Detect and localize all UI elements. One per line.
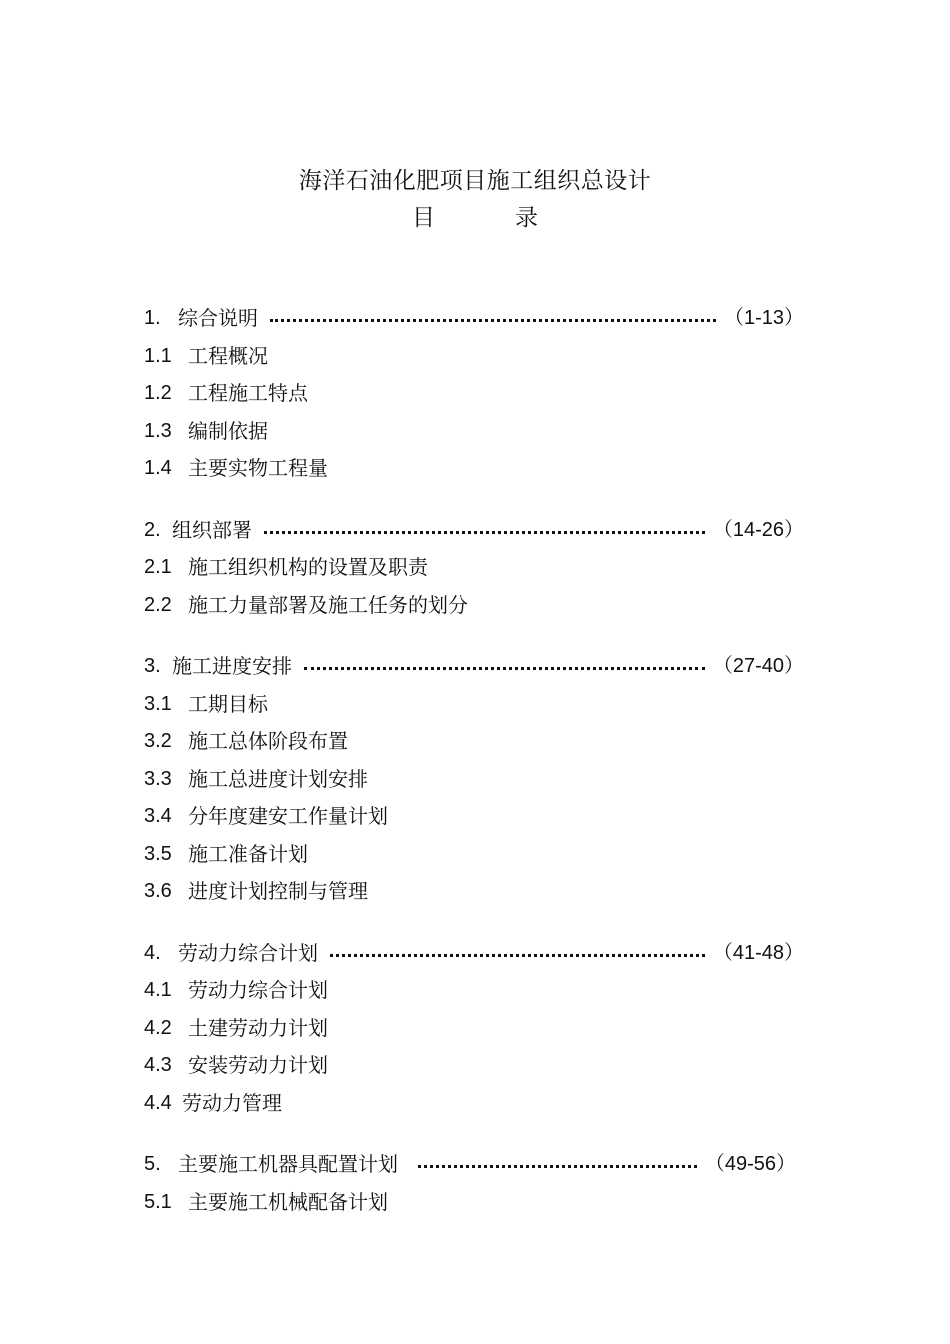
toc-item-number: 3.2 [144,730,172,752]
toc-item-number: 1.3 [144,419,172,442]
toc-item-title: 施工准备计划 [188,841,308,866]
toc-section-1 [144,300,804,488]
toc-item[interactable] [144,450,804,488]
toc-page-range: （27-40） [712,655,804,677]
toc-item-number: 5.1 [144,1190,172,1213]
toc-item-title: 工期目标 [188,691,268,716]
toc-dot-leader [330,935,711,973]
toc-item-number: 4.2 [144,1016,172,1039]
toc-item[interactable] [144,1085,804,1123]
toc-section-3 [144,648,804,911]
toc-item-title: 分年度建安工作量计划 [188,804,388,828]
toc-item[interactable] [144,1047,804,1085]
subtitle-char-2: 录 [515,205,538,231]
document-title: 海洋石油化肥项目施工组织总设计 [298,168,652,194]
toc-item-title: 进度计划控制与管理 [188,879,368,903]
toc-heading-number: 4. [144,941,161,964]
toc-item-title: 施工总进度计划安排 [188,766,368,791]
toc-item-number: 3.1 [144,692,172,715]
toc-item[interactable] [144,972,804,1010]
toc-heading-number: 3. [144,655,161,677]
toc-item-number: 1.2 [144,382,172,404]
toc-item-number: 2.2 [144,593,172,616]
toc-item-title: 施工总体阶段布置 [188,729,348,753]
toc-item-title: 编制依据 [188,418,268,443]
toc-heading-2[interactable] [144,512,804,550]
toc-item-title: 工程施工特点 [188,381,308,405]
subtitle-char-1: 目 [412,205,435,231]
toc-item-number: 3.3 [144,767,172,790]
toc-page-range: （1-13） [723,307,804,329]
toc-item-number: 4.1 [144,979,172,1001]
toc-item-title: 主要施工机械配备计划 [188,1189,388,1214]
toc-heading-1[interactable] [144,300,804,338]
toc-item[interactable] [144,798,804,836]
toc-dot-leader [304,648,711,686]
toc-heading-number: 1. [144,307,161,329]
toc-item[interactable] [144,873,804,911]
toc-item[interactable] [144,1184,804,1222]
toc-section-2 [144,512,804,625]
toc-section-4 [144,935,804,1123]
toc-heading-title: 组织部署 [172,517,252,542]
toc-item[interactable] [144,338,804,376]
toc-item[interactable] [144,587,804,625]
toc-heading-number: 2. [144,518,161,541]
toc-item[interactable] [144,549,804,587]
toc-item-number: 4.4 [144,1091,172,1114]
toc-item-title: 安装劳动力计划 [188,1053,328,1077]
toc-item-title: 土建劳动力计划 [188,1015,328,1040]
toc-item-number: 1.1 [144,344,172,367]
toc-item-number: 1.4 [144,457,172,479]
toc-item-title: 工程概况 [188,343,268,368]
document-subtitle [412,200,542,236]
toc-heading-title: 主要施工机器具配置计划 [178,1152,398,1176]
toc-item-number: 4.3 [144,1054,172,1076]
toc-item-number: 2.1 [144,556,172,578]
toc-item[interactable] [144,375,804,413]
toc-dot-leader [418,1146,703,1184]
toc-item-title: 施工力量部署及施工任务的划分 [188,592,468,617]
toc-page-range: （41-48） [712,941,804,964]
toc-section-5 [144,1146,804,1221]
toc-item[interactable] [144,761,804,799]
toc-item-number: 3.4 [144,805,172,827]
toc-heading-3[interactable] [144,648,804,686]
toc-page-range: （49-56） [704,1153,796,1175]
toc-heading-title: 综合说明 [178,306,258,330]
toc-dot-leader [270,300,722,338]
toc-heading-4[interactable] [144,935,804,973]
toc-item[interactable] [144,1010,804,1048]
toc-dot-leader [264,512,711,550]
toc-item[interactable] [144,836,804,874]
toc-item[interactable] [144,686,804,724]
toc-item-title: 劳动力综合计划 [188,978,328,1002]
toc-heading-number: 5. [144,1153,161,1175]
toc-heading-title: 施工进度安排 [172,654,292,678]
toc-heading-5[interactable] [144,1146,804,1184]
toc-item-title: 劳动力管理 [182,1090,282,1115]
table-of-contents [144,300,804,1245]
toc-item-number: 3.5 [144,842,172,865]
toc-page-range: （14-26） [712,518,804,541]
toc-item-title: 主要实物工程量 [188,456,328,480]
toc-item-title: 施工组织机构的设置及职责 [188,555,428,579]
toc-item-number: 3.6 [144,880,172,902]
toc-item[interactable] [144,413,804,451]
toc-item[interactable] [144,723,804,761]
toc-heading-title: 劳动力综合计划 [178,940,318,965]
